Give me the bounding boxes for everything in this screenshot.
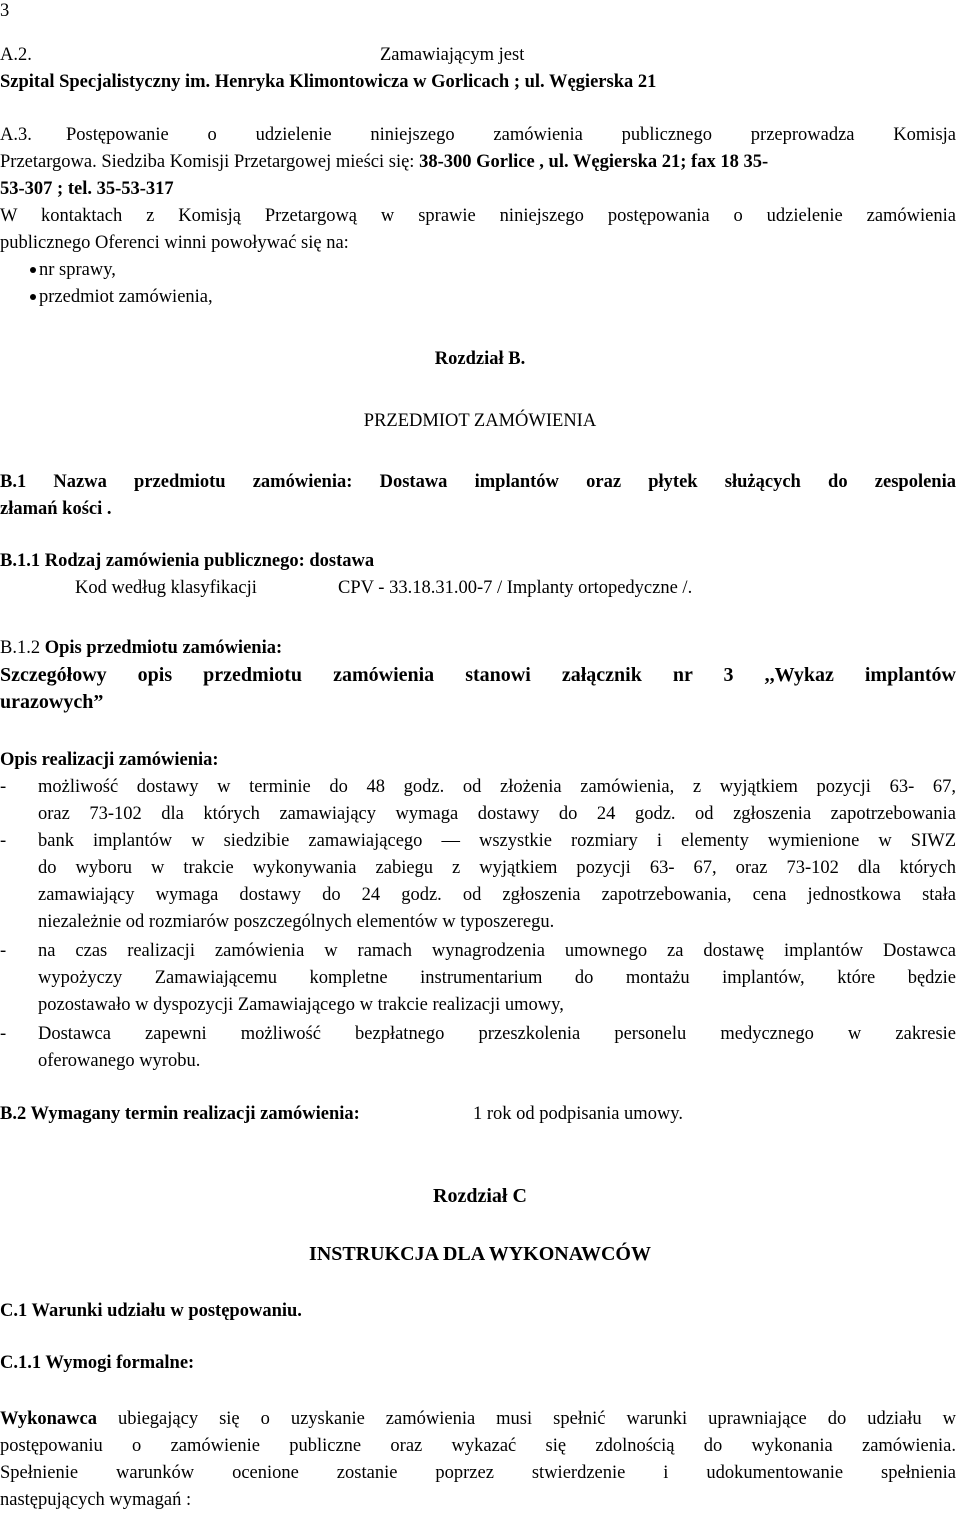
a3-line3: 53-307 ; tel. 35-53-317 bbox=[0, 179, 174, 199]
c-para-line2: postępowaniu o zamówienie publiczne oraz wykazać się zdolnością do wykonania zamówienia. bbox=[0, 1436, 956, 1456]
b2-value: 1 rok od podpisania umowy. bbox=[473, 1104, 683, 1124]
b1-line1: B.1 Nazwa przedmiotu zamówienia: Dostawa implantów oraz płytek służących do zespolenia bbox=[0, 472, 956, 492]
list-item-line: niezależnie od rozmiarów poszczególnych elementów w typoszeregu. bbox=[38, 912, 555, 932]
cpv-value: CPV - 33.18.31.00-7 / Implanty ortopedyczne /. bbox=[338, 578, 693, 598]
list-item-line: na czas realizacji zamówienia w ramach wynagrodzenia umownego za dostawę implantów Dostawca bbox=[38, 941, 956, 961]
c-para-line1: Wykonawca ubiegający się o uzyskanie zamówienia musi spełnić warunki uprawniające do udziału w bbox=[0, 1409, 956, 1429]
b12-desc-line1: Szczegółowy opis przedmiotu zamówienia stanowi załącznik nr 3 ,,Wykaz implantów bbox=[0, 664, 956, 686]
b12-num: B.1.2 bbox=[0, 638, 41, 658]
c-para-line4: następujących wymagań : bbox=[0, 1490, 192, 1510]
bullet-item: nr sprawy, bbox=[30, 259, 116, 281]
b12-desc-line2: urazowych” bbox=[0, 691, 104, 713]
list-item-line: oraz 73-102 dla których zamawiający wymaga dostawy do 24 godz. od zgłoszenia zapotrzebowania bbox=[38, 804, 956, 824]
a3-line5: publicznego Oferenci winni powoływać się na: bbox=[0, 233, 349, 253]
c-para-line3: Spełnienie warunków ocenione zostanie poprzez stwierdzenie i udokumentowanie spełnienia bbox=[0, 1463, 956, 1483]
list-item-line: pozostawało w dyspozycji Zamawiającego w trakcie realizacji umowy, bbox=[38, 995, 564, 1015]
list-dash: - bbox=[0, 777, 7, 797]
realization-heading: Opis realizacji zamówienia: bbox=[0, 750, 219, 770]
list-item-line: wypożyczy Zamawiającemu kompletne instrumentarium do montażu implantów, które będzie bbox=[38, 968, 956, 988]
a3-line1: Postępowanie o udzielenie niniejszego zamówienia publicznego przeprowadza Komisja bbox=[66, 125, 956, 145]
bullet-icon bbox=[30, 267, 36, 273]
b12-label: Opis przedmiotu zamówienia: bbox=[40, 638, 283, 658]
b12-heading bbox=[0, 637, 282, 659]
c11-heading: C.1.1 Wymogi formalne: bbox=[0, 1353, 195, 1373]
a2-name: Szpital Specjalistyczny im. Henryka Klimontowicza w Gorlicach ; ul. Węgierska 21 bbox=[0, 72, 657, 92]
cpv-label: Kod według klasyfikacji bbox=[75, 578, 257, 598]
a3-line2 bbox=[0, 151, 768, 173]
list-item-line: zamawiający wymaga dostawy do 24 godz. od zgłoszenia zapotrzebowania, cena jednostkowa stała bbox=[38, 885, 956, 905]
list-item-line: bank implantów w siedzibie zamawiającego — wszystkie rozmiary i elementy wymienione w SIWZ bbox=[38, 831, 956, 851]
list-item-line: oferowanego wyrobu. bbox=[38, 1051, 201, 1071]
a3-line4: W kontaktach z Komisją Przetargową w sprawie niniejszego postępowania o udzielenie zamówienia bbox=[0, 206, 956, 226]
bullet-icon bbox=[30, 294, 36, 300]
a3-label: A.3. bbox=[0, 125, 32, 145]
section-b-subtitle: PRZEDMIOT ZAMÓWIENIA bbox=[363, 411, 597, 431]
a3-line2-a: Przetargowa. Siedziba Komisji Przetargowej mieści się: bbox=[0, 152, 420, 172]
list-item-line: Dostawca zapewni możliwość bezpłatnego przeszkolenia personelu medycznego w zakresie bbox=[38, 1024, 956, 1044]
a2-heading: Zamawiającym jest bbox=[380, 45, 525, 65]
b1-line2: złamań kości . bbox=[0, 499, 112, 519]
c-para-bold: Wykonawca bbox=[0, 1409, 97, 1429]
c1-heading: C.1 Warunki udziału w postępowaniu. bbox=[0, 1301, 302, 1321]
b2-label: B.2 Wymagany termin realizacji zamówienia: bbox=[0, 1104, 360, 1124]
section-c-subtitle: INSTRUKCJA DLA WYKONAWCÓW bbox=[309, 1243, 651, 1265]
list-dash: - bbox=[0, 941, 7, 961]
section-c-title: Rozdział C bbox=[433, 1185, 527, 1207]
page-number: 3 bbox=[0, 1, 10, 21]
b11-label: B.1.1 Rodzaj zamówienia publicznego: dostawa bbox=[0, 551, 375, 571]
a3-line2-b: 38-300 Gorlice , ul. Węgierska 21; fax 18 35- bbox=[419, 152, 769, 172]
list-item-line: możliwość dostawy w terminie do 48 godz. od złożenia zamówienia, z wyjątkiem pozycji 63- 67, bbox=[38, 777, 956, 797]
list-dash: - bbox=[0, 831, 7, 851]
a2-label: A.2. bbox=[0, 45, 32, 65]
list-item-line: do wyboru w trakcie wykonywania zabiegu z wyjątkiem pozycji 63- 67, oraz 73-102 dla których bbox=[38, 858, 956, 878]
bullet-item: przedmiot zamówienia, bbox=[30, 286, 213, 308]
list-dash: - bbox=[0, 1024, 7, 1044]
section-b-title: Rozdział B. bbox=[434, 349, 526, 369]
